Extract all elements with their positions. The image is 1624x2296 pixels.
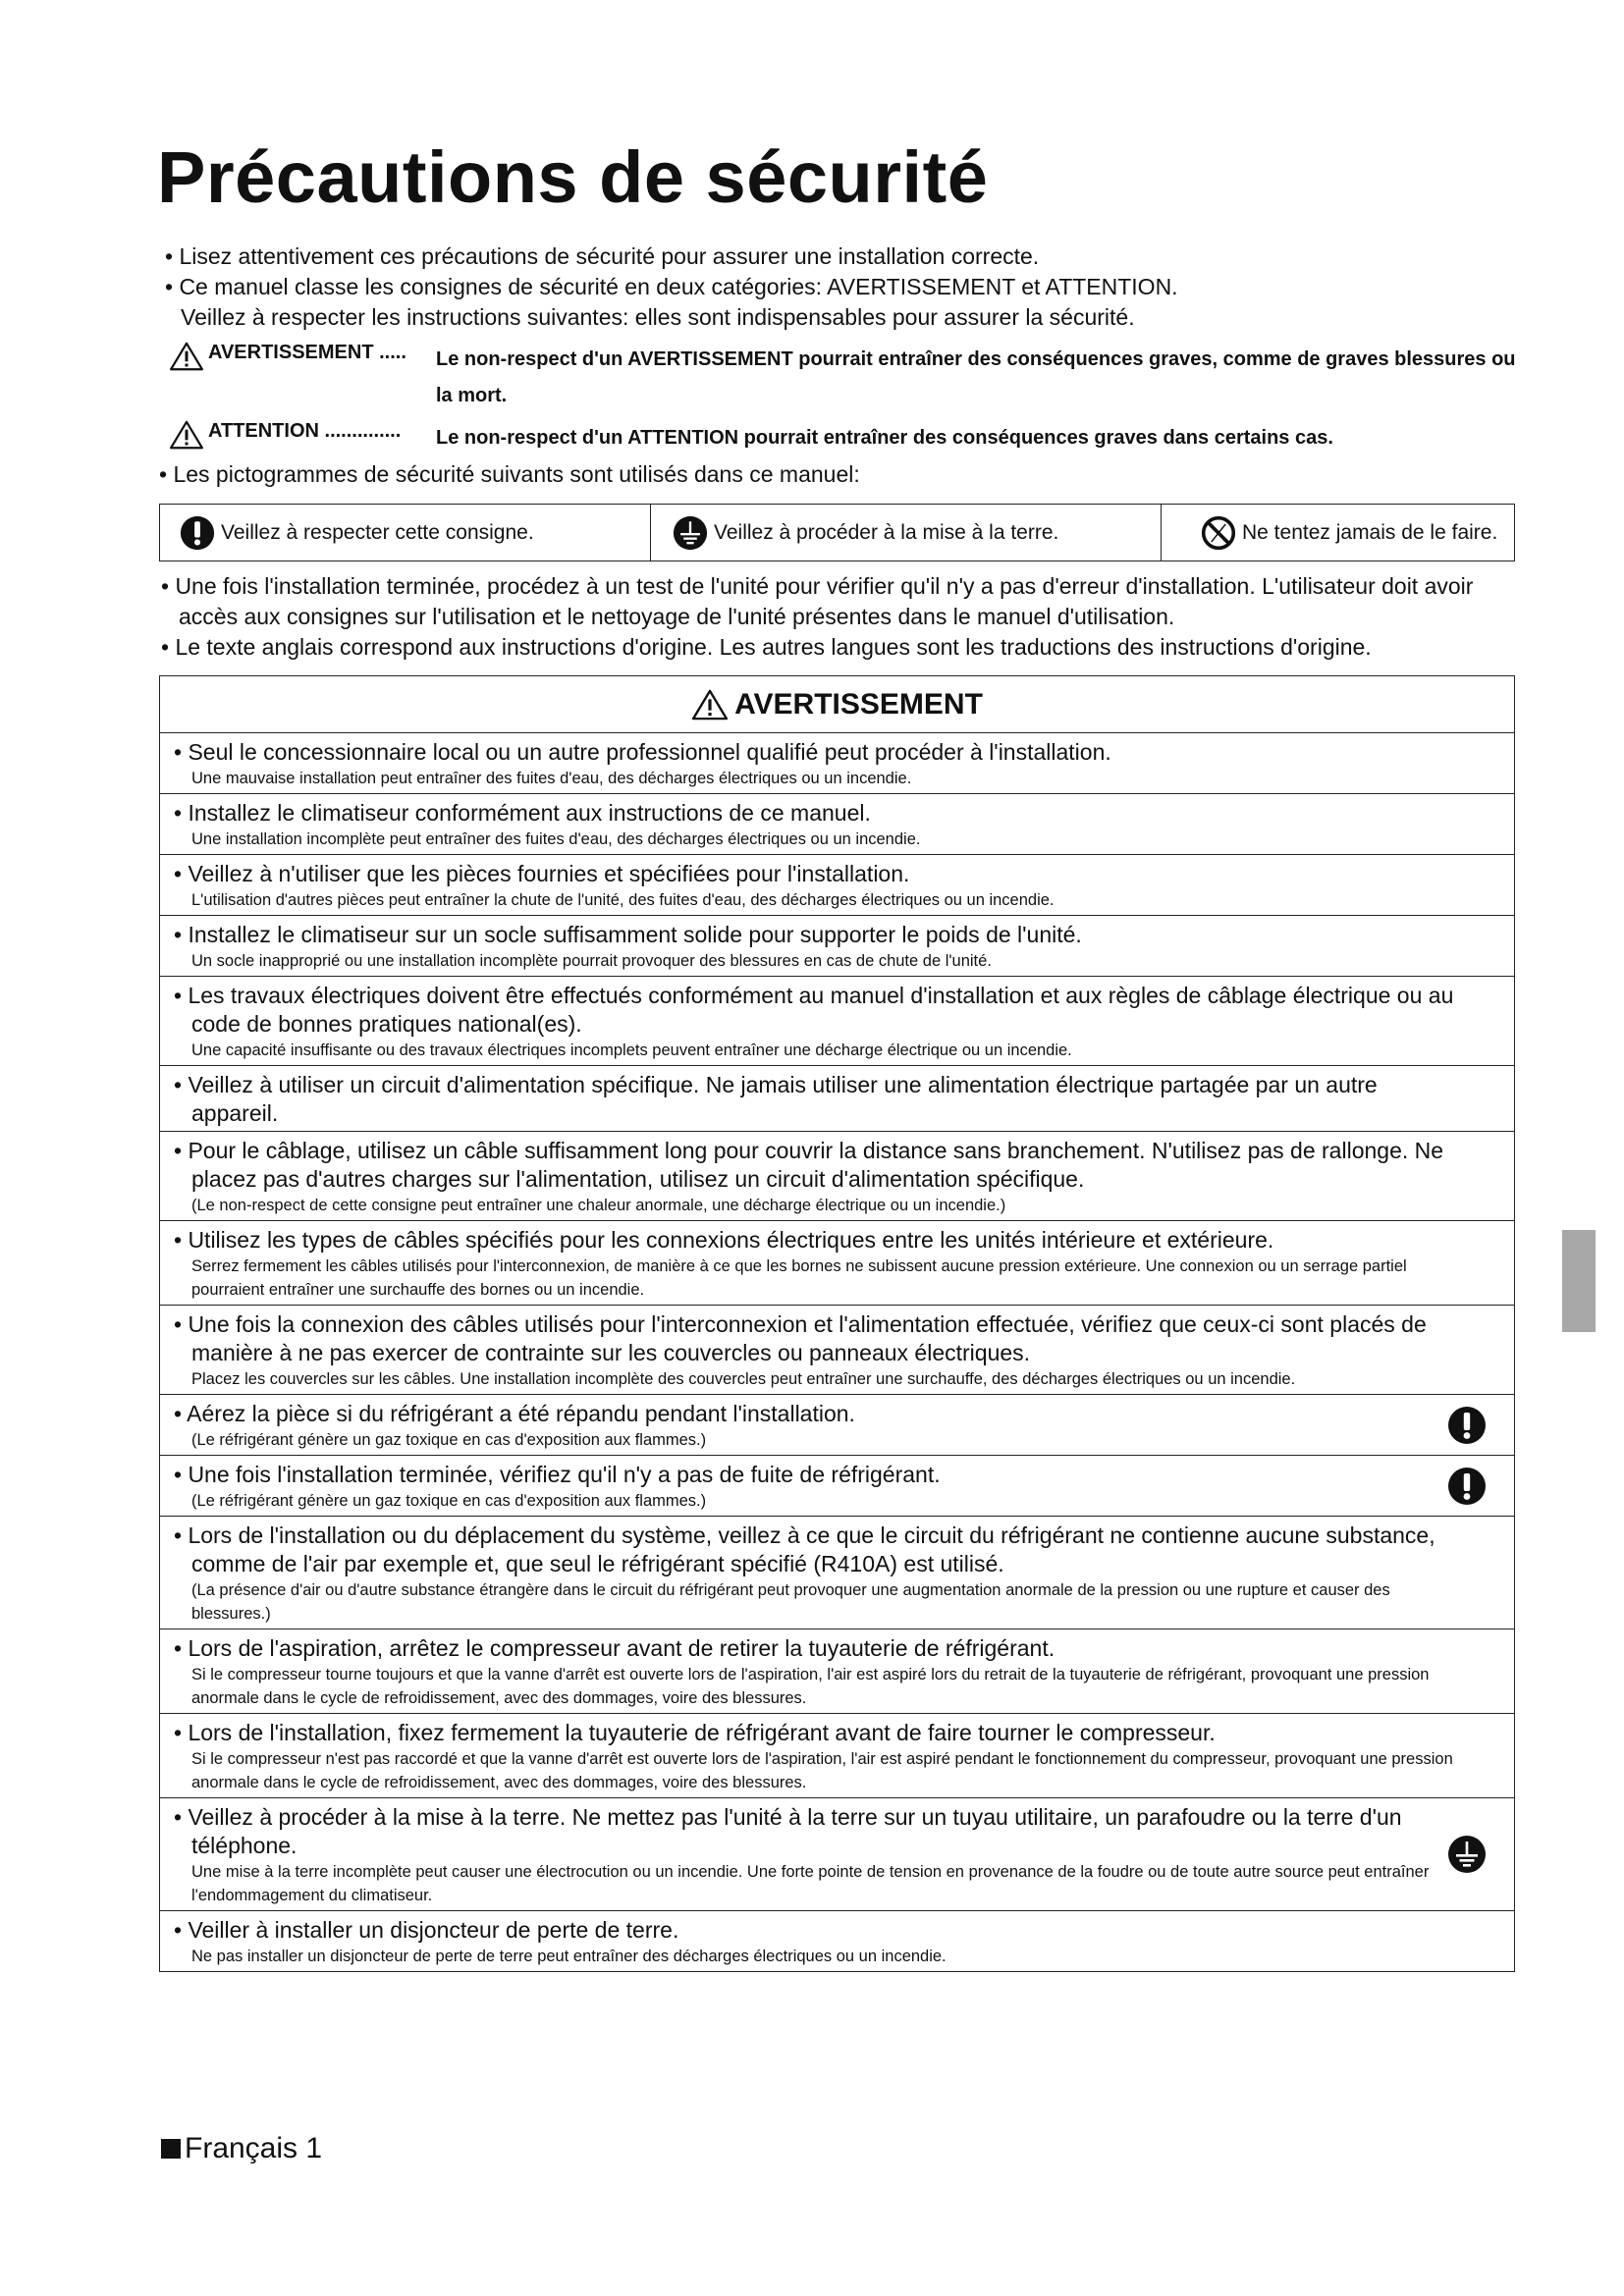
mandatory-icon bbox=[180, 515, 215, 551]
page-title: Précautions de sécurité bbox=[157, 136, 989, 218]
warning-row-note: (Le non-respect de cette consigne peut entraîner une chaleur anormale, une décharge électrique ou un incendie.) bbox=[191, 1197, 1006, 1214]
warning-row-text: • Veillez à utiliser un circuit d'alimentation spécifique. Ne jamais utiliser une alimentation électrique partagée par un autre appareil. bbox=[174, 1072, 1378, 1126]
warning-row-note: Si le compresseur n'est pas raccordé et que la vanne d'arrêt est ouverte lors de l'aspiration, l'air est aspiré pendant le fonctionnement du compresseur, provoquant une pression anormale dans le cycle de refroidissement, avec des dommages, voire des blessures. bbox=[191, 1750, 1453, 1791]
post-notes bbox=[161, 571, 1516, 663]
section-side-tab bbox=[1562, 1230, 1596, 1332]
warning-row-note: Serrez fermement les câbles utilisés pour l'interconnexion, de manière à ce que les bornes ne subissent aucune pression extérieure. Une connexion ou un serrage partiel pourraient entraîner une surchauffe des bornes ou un incendie. bbox=[191, 1257, 1407, 1299]
pictogram-ground-label: Veillez à procéder à la mise à la terre. bbox=[714, 520, 1059, 544]
mandatory-icon bbox=[1447, 1406, 1487, 1445]
warning-table bbox=[159, 675, 1515, 1972]
footer-page-label: Français 1 bbox=[185, 2132, 323, 2164]
pictogram-ground bbox=[651, 505, 1162, 561]
warning-description: Le non-respect d'un AVERTISSEMENT pourrait entraîner des conséquences graves, comme de graves blessures ou la mort. bbox=[436, 348, 1516, 406]
warning-row bbox=[160, 1911, 1514, 1971]
intro-list bbox=[165, 241, 1520, 333]
warning-row-text: • Utilisez les types de câbles spécifiés pour les connexions électriques entre les unités intérieure et extérieure. bbox=[174, 1227, 1274, 1253]
warning-rows bbox=[160, 733, 1514, 1971]
caution-label: ATTENTION .............. bbox=[208, 420, 402, 442]
warning-row bbox=[160, 733, 1514, 794]
warning-row-note: Placez les couvercles sur les câbles. Une installation incomplète des couvercles peut entraîner une surchauffe, des décharges électriques ou un incendie. bbox=[191, 1370, 1296, 1388]
warning-row-note: Une capacité insuffisante ou des travaux électriques incomplets peuvent entraîner une décharge électrique ou un incendie. bbox=[191, 1041, 1072, 1059]
warning-triangle-icon bbox=[169, 420, 204, 450]
warning-row-note: Une mise à la terre incomplète peut causer une électrocution ou un incendie. Une forte pointe de tension en provenance de la foudre ou de toute autre source peut entraîner l'endommagement du climatiseur. bbox=[191, 1863, 1430, 1904]
warning-row-note: Une mauvaise installation peut entraîner des fuites d'eau, des décharges électriques ou un incendie. bbox=[191, 770, 912, 787]
warning-row bbox=[160, 1395, 1514, 1456]
pictogram-legend bbox=[159, 504, 1515, 561]
warning-row-text: • Installez le climatiseur sur un socle suffisamment solide pour supporter le poids de l'unité. bbox=[174, 922, 1082, 947]
warning-row bbox=[160, 1221, 1514, 1306]
warning-row-note: Un socle inapproprié ou une installation incomplète pourrait provoquer des blessures en cas de chute de l'unité. bbox=[191, 952, 992, 970]
warning-row-text: • Pour le câblage, utilisez un câble suffisamment long pour couvrir la distance sans branchement. N'utilisez pas de rallonge. Ne placez pas d'autres charges sur l'alimentation, utilisez un circuit d'alimentation spécifique. bbox=[174, 1138, 1444, 1192]
caution-description: Le non-respect d'un ATTENTION pourrait entraîner des conséquences graves dans certains cas. bbox=[436, 427, 1333, 449]
post-note: • Le texte anglais correspond aux instructions d'origine. Les autres langues sont les traductions des instructions d'origine. bbox=[161, 634, 1372, 660]
warning-row bbox=[160, 1798, 1514, 1911]
warning-row-text: • Lors de l'installation, fixez fermement la tuyauterie de réfrigérant avant de faire tourner le compresseur. bbox=[174, 1720, 1216, 1745]
warning-row-text: • Veillez à n'utiliser que les pièces fournies et spécifiées pour l'installation. bbox=[174, 861, 910, 886]
warning-row-note: (Le réfrigérant génère un gaz toxique en cas d'exposition aux flammes.) bbox=[191, 1492, 707, 1510]
pictogram-prohibit-label: Ne tentez jamais de le faire. bbox=[1242, 520, 1498, 544]
warning-row-text: • Une fois la connexion des câbles utilisés pour l'interconnexion et l'alimentation effectuée, vérifiez que ceux-ci sont placés de manière à ne pas exercer de contrainte sur les couvercles ou panneaux électriques. bbox=[174, 1311, 1427, 1365]
warning-row-text: • Lors de l'installation ou du déplacement du système, veillez à ce que le circuit du réfrigérant ne contienne aucune substance, comme de l'air par exemple et, que seul le réfrigérant spécifié (R410A) est utilisé. bbox=[174, 1522, 1435, 1576]
warning-row bbox=[160, 855, 1514, 916]
footer-square-icon bbox=[161, 2139, 181, 2159]
warning-row-text: • Veillez à procéder à la mise à la terre. Ne mettez pas l'unité à la terre sur un tuyau utilitaire, un parafoudre ou la terre d'un téléphone. bbox=[174, 1804, 1402, 1858]
warning-row-text: • Seul le concessionnaire local ou un autre professionnel qualifié peut procéder à l'installation. bbox=[174, 739, 1111, 765]
ground-icon bbox=[673, 515, 708, 551]
intro-item: • Lisez attentivement ces précautions de sécurité pour assurer une installation correcte. bbox=[165, 243, 1040, 269]
warning-definition bbox=[169, 342, 1516, 414]
warning-row bbox=[160, 1517, 1514, 1629]
pictogram-mandatory-label: Veillez à respecter cette consigne. bbox=[221, 520, 534, 544]
mandatory-icon bbox=[1447, 1467, 1487, 1506]
ground-icon bbox=[1447, 1835, 1487, 1874]
post-note: • Une fois l'installation terminée, procédez à un test de l'unité pour vérifier qu'il n'y a pas d'erreur d'installation. L'utilisateur doit avoir accès aux consignes sur l'utilisation et le nettoyage de l'unité présentes dans le manuel d'utilisation. bbox=[161, 573, 1474, 629]
intro-item: Veillez à respecter les instructions suivantes: elles sont indispensables pour assurer la sécurité. bbox=[181, 304, 1135, 330]
warning-row-note: Ne pas installer un disjoncteur de perte de terre peut entraîner des décharges électriques ou un incendie. bbox=[191, 1948, 947, 1965]
warning-row bbox=[160, 1306, 1514, 1395]
warning-row-note: (Le réfrigérant génère un gaz toxique en cas d'exposition aux flammes.) bbox=[191, 1431, 707, 1449]
warning-row-text: • Une fois l'installation terminée, vérifiez qu'il n'y a pas de fuite de réfrigérant. bbox=[174, 1462, 941, 1487]
warning-row bbox=[160, 916, 1514, 977]
page-footer bbox=[161, 2132, 322, 2165]
pictogram-mandatory bbox=[160, 505, 651, 561]
pictogram-prohibit bbox=[1162, 505, 1514, 561]
warning-row bbox=[160, 1629, 1514, 1714]
warning-table-heading: AVERTISSEMENT bbox=[734, 687, 983, 721]
warning-row-text: • Aérez la pièce si du réfrigérant a été répandu pendant l'installation. bbox=[174, 1401, 855, 1426]
warning-row bbox=[160, 1066, 1514, 1132]
caution-definition bbox=[169, 420, 1516, 456]
warning-row-text: • Lors de l'aspiration, arrêtez le compresseur avant de retirer la tuyauterie de réfrigérant. bbox=[174, 1635, 1056, 1661]
warning-row-note: Si le compresseur tourne toujours et que la vanne d'arrêt est ouverte lors de l'aspiration, l'air est aspiré lors du retrait de la tuyauterie de réfrigérant, provoquant une pression anormale dans le cycle de refroidissement, avec des dommages, voire des blessures. bbox=[191, 1666, 1430, 1707]
warning-row bbox=[160, 1456, 1514, 1517]
warning-label: AVERTISSEMENT ..... bbox=[208, 342, 406, 363]
warning-row-note: Une installation incomplète peut entraîner des fuites d'eau, des décharges électriques ou un incendie. bbox=[191, 830, 921, 848]
warning-triangle-icon bbox=[169, 342, 204, 371]
warning-row-note: L'utilisation d'autres pièces peut entraîner la chute de l'unité, des fuites d'eau, des décharges électriques ou un incendie. bbox=[191, 891, 1055, 909]
pictogram-intro: • Les pictogrammes de sécurité suivants sont utilisés dans ce manuel: bbox=[159, 461, 860, 487]
warning-row bbox=[160, 977, 1514, 1066]
warning-table-header bbox=[160, 676, 1514, 733]
warning-row-text: • Veiller à installer un disjoncteur de perte de terre. bbox=[174, 1917, 679, 1943]
warning-row bbox=[160, 1714, 1514, 1798]
warning-triangle-icon bbox=[691, 689, 729, 721]
warning-row-text: • Installez le climatiseur conformément aux instructions de ce manuel. bbox=[174, 800, 871, 826]
warning-row bbox=[160, 1132, 1514, 1221]
intro-item: • Ce manuel classe les consignes de sécurité en deux catégories: AVERTISSEMENT et ATTENTION. bbox=[165, 274, 1178, 299]
warning-row-text: • Les travaux électriques doivent être effectués conformément au manuel d'installation et aux règles de câblage électrique ou au code de bonnes pratiques national(es). bbox=[174, 983, 1454, 1037]
warning-row bbox=[160, 794, 1514, 855]
prohibit-icon bbox=[1201, 515, 1236, 551]
warning-row-note: (La présence d'air ou d'autre substance étrangère dans le circuit du réfrigérant peut provoquer une augmentation anormale de la pression ou une rupture et causer des blessures.) bbox=[191, 1581, 1390, 1623]
